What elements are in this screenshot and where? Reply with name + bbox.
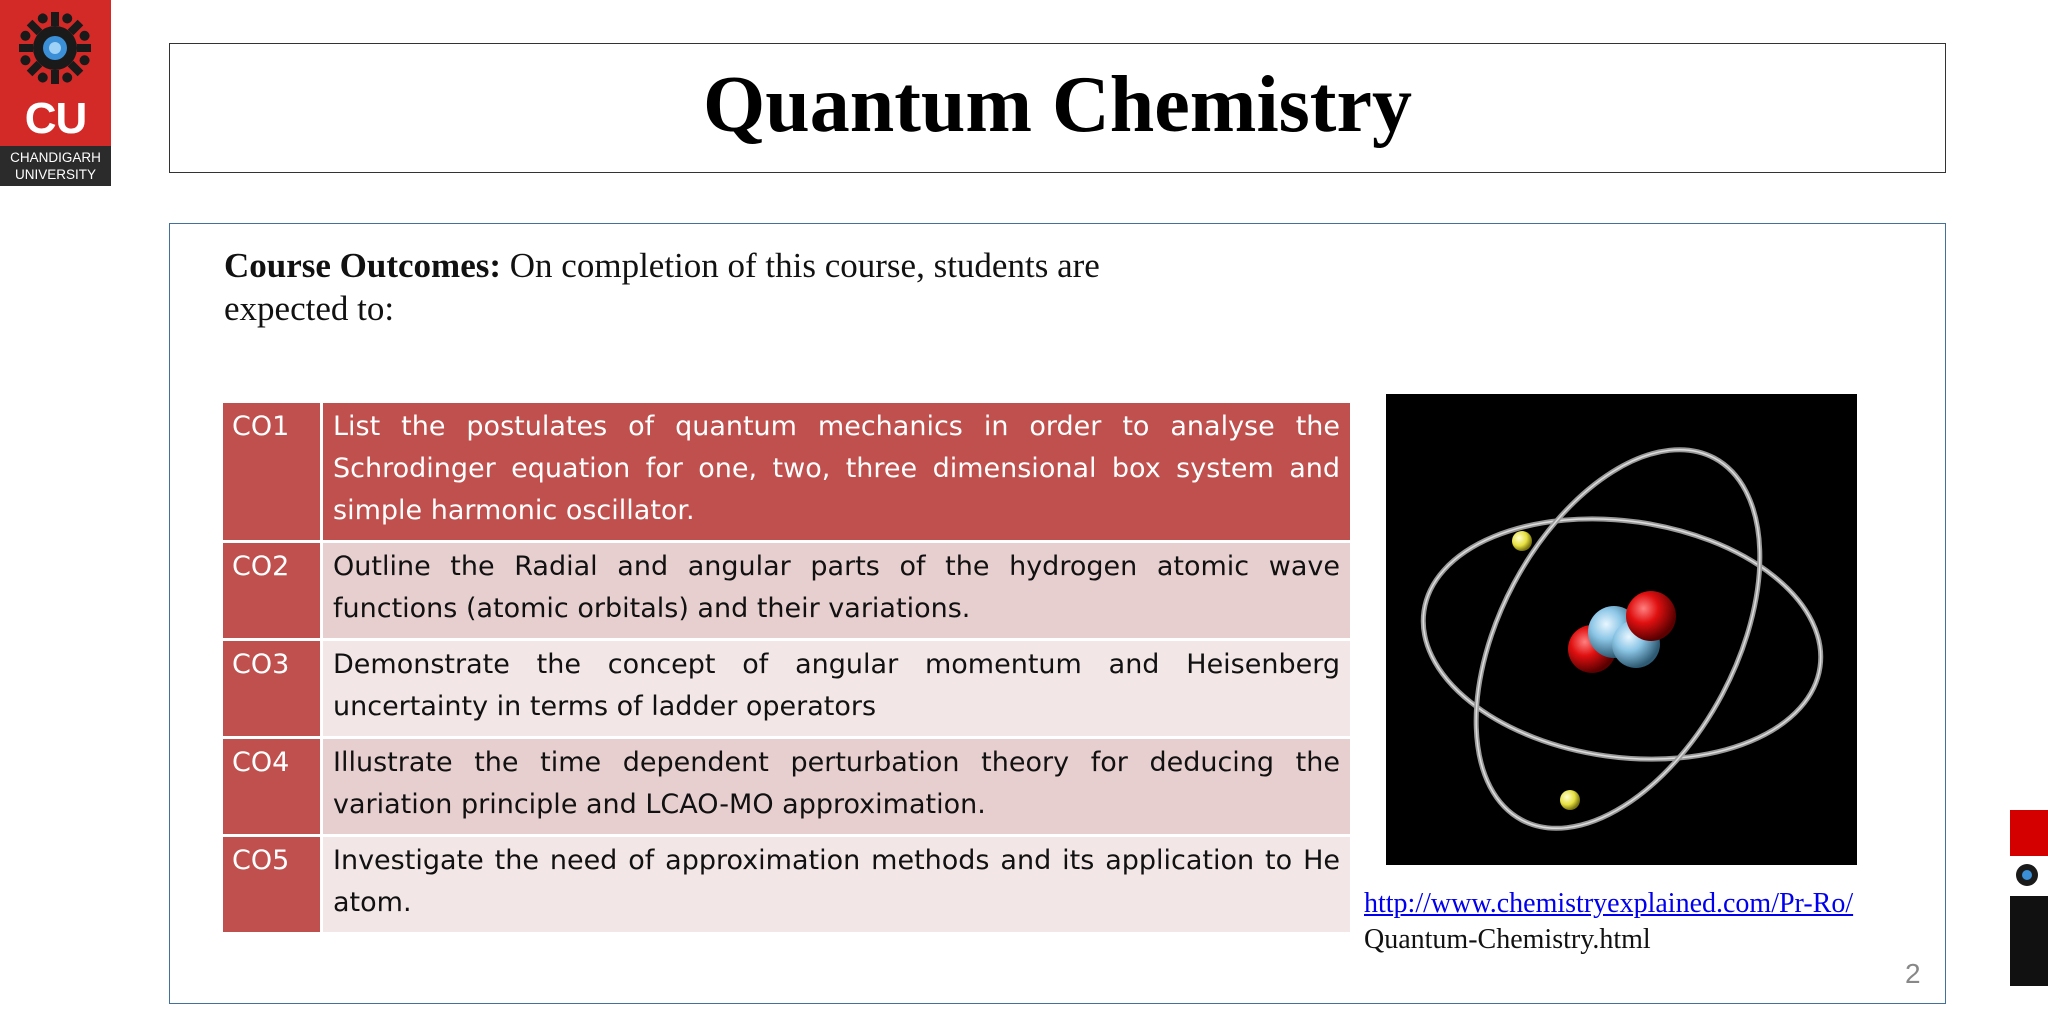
- title-box: [169, 43, 1946, 173]
- edge-logo-fragment: [2010, 896, 2048, 986]
- outcome-description: Demonstrate the concept of angular momentum and Heisenberg uncertainty in terms of ladder operators: [322, 640, 1351, 738]
- outcome-code: CO2: [223, 542, 322, 640]
- outcome-code: CO3: [223, 640, 322, 738]
- outcome-description: List the postulates of quantum mechanics in order to analyse the Schrodinger equation for one, two, three dimensional box system and simple harmonic oscillator.: [322, 403, 1351, 542]
- table-row: [223, 403, 1350, 542]
- table-row: [223, 738, 1350, 836]
- course-outcomes-intro: [224, 244, 1184, 330]
- logo-university-name: [0, 146, 111, 186]
- table-row: [223, 542, 1350, 640]
- source-link[interactable]: http://www.chemistryexplained.com/Pr-Ro/: [1364, 888, 1854, 919]
- atom-model-icon: [1386, 394, 1857, 865]
- table-row: [223, 640, 1350, 738]
- gear-emblem-icon: [2012, 860, 2042, 890]
- course-outcomes-text: On completion of this course, students are expected to:: [224, 246, 1100, 328]
- logo-line2: UNIVERSITY: [14, 167, 96, 182]
- course-outcomes-table: [223, 403, 1350, 935]
- logo-line1: CHANDIGARH: [10, 150, 101, 165]
- slide-title: Quantum Chemistry: [703, 60, 1412, 149]
- edge-logo-fragment: [2010, 810, 2048, 856]
- outcome-description: Illustrate the time dependent perturbation theory for deducing the variation principle and LCAO-MO approximation.: [322, 738, 1351, 836]
- course-outcomes-label: Course Outcomes:: [224, 246, 502, 285]
- outcome-code: CO5: [223, 836, 322, 934]
- page-number: 2: [1905, 958, 1921, 989]
- outcome-description: Outline the Radial and angular parts of the hydrogen atomic wave functions (atomic orbitals) and their variations.: [322, 542, 1351, 640]
- logo-abbreviation: CU: [24, 94, 87, 143]
- outcome-description: Investigate the need of approximation methods and its application to He atom.: [322, 836, 1351, 934]
- university-logo: [0, 0, 111, 186]
- source-link-continuation: Quantum-Chemistry.html: [1364, 924, 1651, 955]
- table-row: [223, 836, 1350, 934]
- outcome-code: CO4: [223, 738, 322, 836]
- outcome-code: CO1: [223, 403, 322, 542]
- gear-emblem-icon: [15, 8, 95, 88]
